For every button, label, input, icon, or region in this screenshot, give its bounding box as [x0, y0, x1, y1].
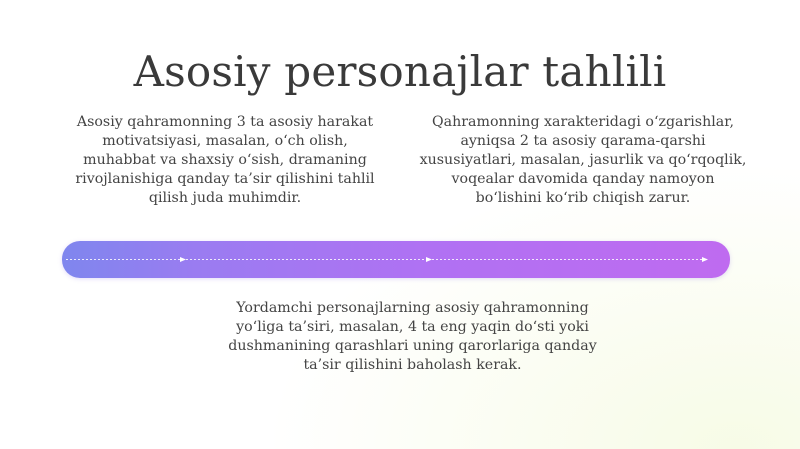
arrow-head-icon	[426, 257, 432, 262]
text-block-right: Qahramonning xarakteridagi o‘zgarishlar, ayniqsa 2 ta asosiy qarama-qarshi xususiyatlari, masalan, jasurlik va qo‘rqoqlik, voqealar davomida qanday namoyon bo‘lishini ko‘rib chiqish zarur.	[419, 114, 747, 206]
text-block-left: Asosiy qahramonning 3 ta asosiy harakat motivatsiyasi, masalan, o‘ch olish, muhabbat va shaxsiy o‘sish, dramaning rivojlanishiga qanday ta’sir qilishini tahlil qilish juda muhimdir.	[75, 114, 375, 206]
arrow-head-icon	[702, 257, 708, 262]
text-block-bottom: Yordamchi personajlarning asosiy qahramonning yo‘liga ta’siri, masalan, 4 ta eng yaqin do‘sti yoki dushmanining qarashlari uning qarorlariga qanday ta’sir qilishini baholash kerak.	[228, 300, 597, 373]
arrow-head-icon	[180, 257, 186, 262]
timeline-arrows	[62, 241, 730, 278]
timeline-bar	[62, 241, 730, 278]
slide-title: Asosiy personajlar tahlili	[133, 47, 667, 97]
